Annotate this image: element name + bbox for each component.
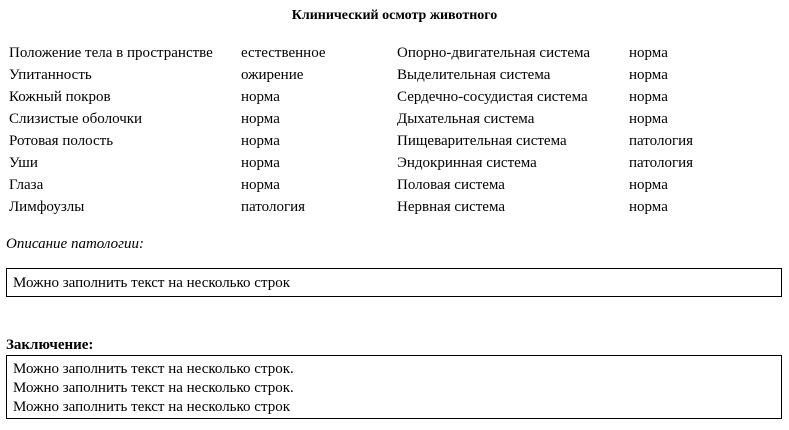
exam-right-value: норма: [629, 89, 668, 105]
exam-right-value: норма: [629, 45, 668, 61]
exam-left-value: норма: [241, 111, 280, 127]
exam-left-label: Ротовая полость: [9, 133, 114, 149]
exam-left-label: Глаза: [9, 177, 44, 193]
exam-right-value: норма: [629, 111, 668, 127]
exam-left-label: Слизистые оболочки: [9, 111, 143, 127]
exam-row: [9, 108, 769, 130]
exam-row: [9, 130, 769, 152]
exam-left-label: Кожный покров: [9, 89, 111, 105]
exam-row: [9, 64, 769, 86]
exam-right-label: Пищеварительная система: [397, 133, 567, 149]
exam-row: [9, 174, 769, 196]
exam-right-label: Выделительная система: [397, 67, 551, 83]
document-title: Клинический осмотр животного: [291, 8, 498, 23]
exam-left-value: норма: [241, 177, 280, 193]
exam-right-label: Нервная система: [397, 199, 506, 215]
exam-right-label: Сердечно-сосудистая система: [397, 89, 588, 105]
exam-right-value: норма: [629, 67, 668, 83]
exam-right-value: патология: [629, 133, 694, 149]
exam-right-value: норма: [629, 177, 668, 193]
conclusion-label: Заключение:: [6, 337, 94, 353]
exam-left-label: Положение тела в пространстве: [9, 45, 213, 61]
conclusion-line: Можно заполнить текст на несколько строк: [13, 399, 290, 415]
exam-left-label: Упитанность: [9, 67, 92, 83]
exam-right-label: Половая система: [397, 177, 505, 193]
exam-row: [9, 86, 769, 108]
pathology-text: Можно заполнить текст на несколько строк: [13, 275, 290, 291]
exam-right-label: Опорно-двигательная система: [397, 45, 591, 61]
exam-right-value: норма: [629, 199, 668, 215]
exam-row: [9, 196, 769, 218]
pathology-text-field[interactable]: [6, 268, 782, 297]
conclusion-text-field[interactable]: [6, 355, 782, 419]
exam-row: [9, 42, 769, 64]
exam-left-value: норма: [241, 89, 280, 105]
pathology-label: Описание патологии:: [6, 236, 144, 252]
exam-left-value: ожирение: [241, 67, 304, 83]
exam-row: [9, 152, 769, 174]
exam-right-label: Эндокринная система: [397, 155, 537, 171]
exam-left-value: естественное: [241, 45, 326, 61]
exam-left-value: патология: [241, 199, 306, 215]
exam-left-value: норма: [241, 133, 280, 149]
exam-left-value: норма: [241, 155, 280, 171]
exam-left-label: Уши: [9, 155, 38, 171]
conclusion-line: Можно заполнить текст на несколько строк.: [13, 361, 294, 377]
exam-right-value: патология: [629, 155, 694, 171]
conclusion-line: Можно заполнить текст на несколько строк.: [13, 380, 294, 396]
exam-left-label: Лимфоузлы: [9, 199, 85, 215]
exam-right-label: Дыхательная система: [397, 111, 535, 127]
exam-table: [9, 42, 769, 218]
